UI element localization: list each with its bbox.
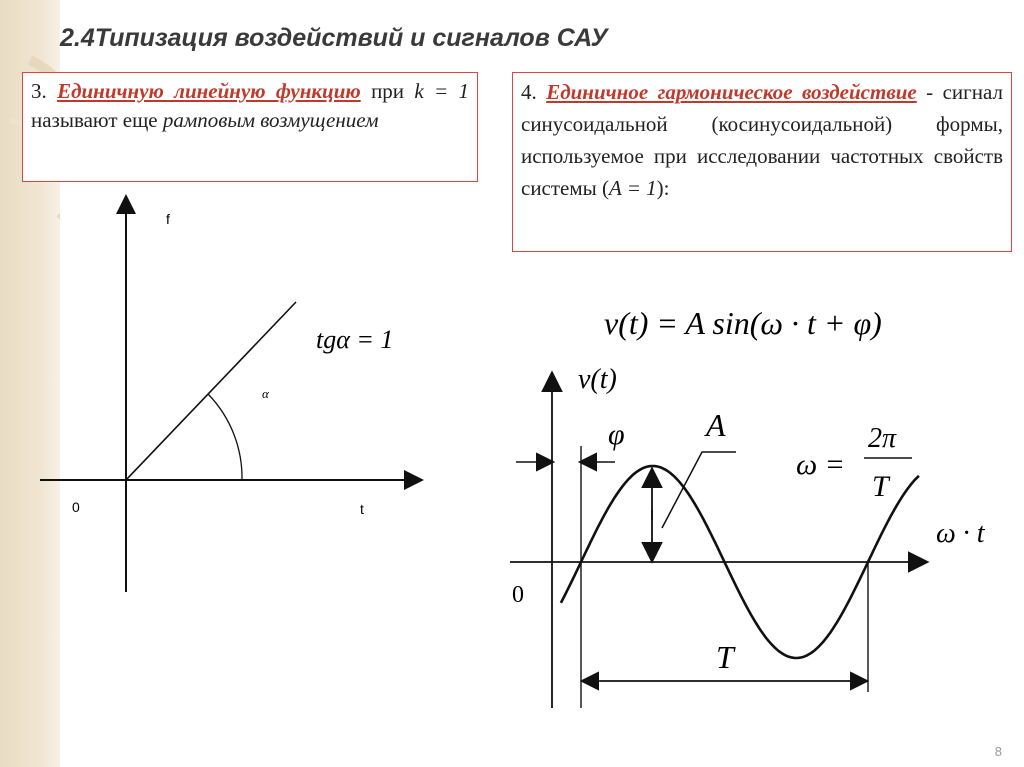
y-axis-label: v(t) — [578, 364, 617, 395]
page-number: 8 — [994, 744, 1002, 759]
phase-label: φ — [608, 418, 625, 451]
k-equation: k = 1 — [414, 79, 470, 103]
x-axis-label: ω · t — [936, 518, 985, 549]
slide-title: 2.4Типизация воздействий и сигналов САУ — [60, 24, 608, 52]
term-highlight: Единичную линейную функцию — [57, 79, 361, 103]
amplitude-label: A — [706, 407, 726, 443]
period-label: T — [716, 639, 734, 675]
x-axis-label: t — [360, 501, 364, 517]
y-axis-label: f — [166, 211, 170, 227]
omega-denominator: T — [872, 470, 889, 503]
slope-formula: tgα = 1 — [316, 325, 394, 354]
text-part: называют еще — [31, 108, 158, 132]
item-number: 4. — [521, 80, 537, 104]
omega-numerator: 2π — [868, 423, 897, 454]
origin-label: 0 — [512, 582, 524, 608]
signal-formula: v(t) = A sin(ω · t + φ) — [604, 305, 882, 341]
ramp-term: рамповым возмущением — [162, 108, 379, 132]
angle-label: α — [262, 386, 269, 401]
term-highlight: Единичное гармоническое воздействие — [546, 80, 917, 104]
item-number: 3. — [31, 79, 47, 103]
text-part: ): — [656, 176, 670, 200]
text-part: при — [371, 79, 405, 103]
origin-label: 0 — [72, 499, 80, 515]
amplitude-equation: A = 1 — [609, 176, 657, 200]
amplitude-leader — [662, 452, 736, 528]
text-part: - сигнал синусоидальной (косинусоидальной) формы, используемое при исследовании частотных свойств системы ( — [521, 80, 1004, 200]
omega-lhs: ω = — [796, 448, 845, 481]
